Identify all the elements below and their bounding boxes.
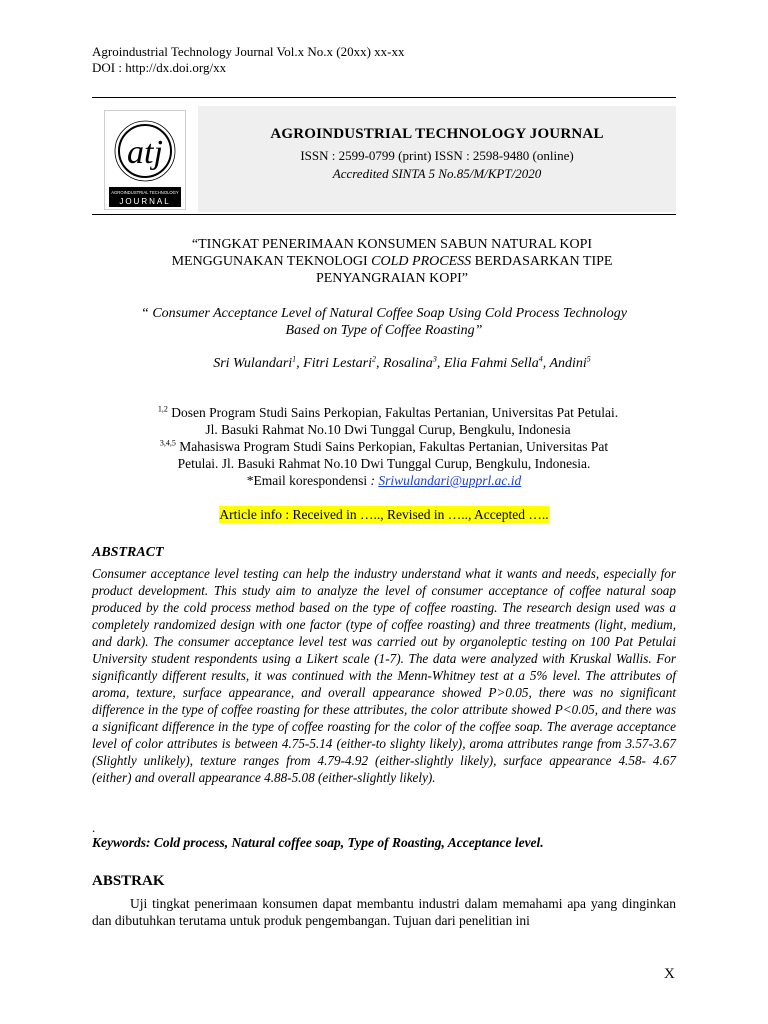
article-info-highlight: Article info : Received in ….., Revised in ….., Accepted ….. <box>219 507 549 522</box>
title-id-line2-b: COLD PROCESS <box>371 254 472 269</box>
top-rule <box>92 97 676 98</box>
journal-info-panel <box>198 106 676 212</box>
affiliation-1-line2: Jl. Basuki Rahmat No.10 Dwi Tunggal Curup, Bengkulu, Indonesia <box>205 422 571 437</box>
correspondence-email-line <box>92 472 676 489</box>
title-id-line2-a: MENGGUNAKAN TEKNOLOGI <box>171 254 372 269</box>
logo-subtext: AGROINDUSTRIAL TECHNOLOGY <box>111 190 179 195</box>
logo-word: JOURNAL <box>119 197 171 206</box>
journal-accreditation: Accredited SINTA 5 No.85/M/KPT/2020 <box>332 166 542 181</box>
page-number: X <box>664 966 675 982</box>
abstrak-heading: ABSTRAK <box>92 873 165 889</box>
title-en <box>92 305 676 339</box>
abstract-dot: . <box>92 820 96 835</box>
journal-issn: ISSN : 2599-0799 (print) ISSN : 2598-9480 (online) <box>300 148 574 163</box>
email-separator: : <box>370 473 379 488</box>
affiliation-1 <box>96 404 680 438</box>
author-2: Fitri Lestari$^2$, <box>303 354 384 371</box>
author-list <box>110 355 694 372</box>
title-en-line1: “ Consumer Acceptance Level of Natural Coffee Soap Using Cold Process Technology <box>141 306 627 321</box>
banner-bottom-rule <box>92 214 676 215</box>
affiliation-1-sup: 1,2 <box>157 404 168 414</box>
affiliation-2-sup: 3,4,5 <box>159 438 176 448</box>
abstract-heading: ABSTRACT <box>92 545 164 560</box>
abstract-body: Consumer acceptance level testing can help the industry understand what it wants and needs, especially for product development. This study aim to analyze the level of consumer acceptance of coffee natural soap produced by the cold process method based on the type of coffee roasting. The research design used was a completely randomized design with one factor (type of coffee roasting) and three treatments (light, medium, and dark). The consumer acceptance level test was carried out by organoleptic testing on 100 Pat Petulai University student respondents using a Likert scale (1-7). The data were analyzed with Kruskal Wallis. For significantly different results, it was continued with the Menn-Whitney test at a 5% level. The attributes of aroma, texture, surface appearance, and overall appearance showed P>0.05, there was no significant difference in the type of coffee roasting for these attributes, the color attribute showed P<0.05, and there was a significant difference in the type of coffee roasting for the color of the coffee soap. The average acceptance level of color attributes is between 4.75-5.14 (either-to slighty likely), aroma attributes range from 3.57-3.67 (Slightly unlikely), texture ranges from 4.79-4.92 (either-slightly likely), surface appearance 4.58- 4.67 (either) and overall appearance 4.88-5.08 (either-slightly likely). <box>92 566 676 785</box>
author-5: Andini$^5$ <box>549 354 591 371</box>
author-4: Elia Fahmi Sella$^4$, <box>443 354 550 371</box>
journal-title: AGROINDUSTRIAL TECHNOLOGY JOURNAL <box>270 126 604 142</box>
article-info <box>92 506 676 524</box>
author-1: Sri Wulandari$^1$, <box>213 354 304 371</box>
correspondence-email-link[interactable]: Sriwulandari@upprl.ac.id <box>378 473 522 488</box>
logo-text: atj <box>127 134 163 171</box>
abstrak-body: Uji tingkat penerimaan konsumen dapat membantu industri dalam memahami apa yang dinginkan dan dibutuhkan terutama untuk produk pengembangan. Tujuan dari penelitian ini <box>92 896 676 928</box>
title-id-line2-c: BERDASARKAN TIPE <box>471 254 613 269</box>
affiliation-2 <box>92 438 676 472</box>
affiliation-2-line2: Petulai. Jl. Basuki Rahmat No.10 Dwi Tunggal Curup, Bengkulu, Indonesia. <box>177 456 591 471</box>
affiliation-1-line1: Dosen Program Studi Sains Perkopian, Fakultas Pertanian, Universitas Pat Petulai. <box>167 405 619 420</box>
title-id-line1: “TINGKAT PENERIMAAN KONSUMEN SABUN NATURAL KOPI <box>191 237 593 252</box>
title-id <box>108 236 676 287</box>
journal-logo <box>104 110 186 210</box>
email-label: *Email korespondensi <box>246 473 371 488</box>
title-id-line3: PENYANGRAIAN KOPI” <box>315 271 469 286</box>
journal-banner <box>92 106 676 212</box>
doi-line: DOI : http://dx.doi.org/xx <box>92 60 227 75</box>
keywords: Keywords: Cold process, Natural coffee soap, Type of Roasting, Acceptance level. <box>92 835 544 850</box>
title-en-line2: Based on Type of Coffee Roasting” <box>285 323 483 338</box>
affiliation-2-line1: Mahasiswa Program Studi Sains Perkopian, Fakultas Pertanian, Universitas Pat <box>175 439 609 454</box>
title-id-line2 <box>108 253 676 270</box>
atj-logo-icon <box>105 111 185 209</box>
author-3: Rosalina$^3$, <box>383 354 444 371</box>
journal-citation-line: Agroindustrial Technology Journal Vol.x No.x (20xx) xx-xx <box>92 44 405 59</box>
